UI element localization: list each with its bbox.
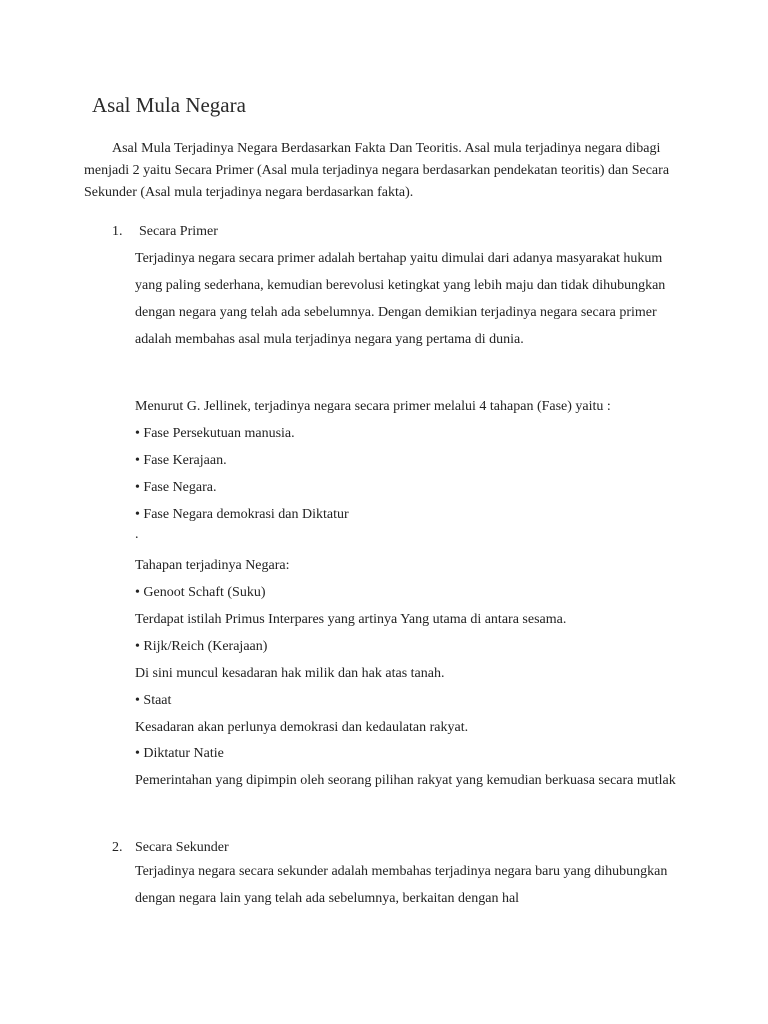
phase-item: • Fase Kerajaan. xyxy=(135,453,227,468)
stage-description: Pemerintahan yang dipimpin oleh seorang pilihan rakyat yang kemudian berkuasa secara mutlak xyxy=(135,773,676,788)
stage-description: Terdapat istilah Primus Interpares yang artinya Yang utama di antara sesama. xyxy=(135,612,567,627)
section-1-paragraph: Terjadinya negara secara primer adalah bertahap yaitu dimulai dari adanya masyarakat hukum yang paling sederhana, kemudian berevolusi ketingkat yang lebih maju dan tidak dihubungkan dengan negara yang telah ada sebelumnya. Dengan demikian terjadinya negara secara primer adalah membahas asal mula terjadinya negara yang pertama di dunia. xyxy=(135,251,666,347)
stage-description: Kesadaran akan perlunya demokrasi dan kedaulatan rakyat. xyxy=(135,720,469,735)
phase-item: • Fase Persekutuan manusia. xyxy=(135,426,295,441)
stages-title: Tahapan terjadinya Negara: xyxy=(135,558,290,573)
phase-item: • Fase Negara. xyxy=(135,480,217,495)
section-2-number: 2. xyxy=(112,840,123,855)
phase-item: • Fase Negara demokrasi dan Diktatur xyxy=(135,507,349,522)
page-title: Asal Mula Negara xyxy=(92,93,246,117)
section-2-paragraph: Terjadinya negara secara sekunder adalah membahas terjadinya negara baru yang dihubungkan dengan negara lain yang telah ada sebelumnya, berkaitan dengan hal xyxy=(135,864,668,906)
jellinek-intro: Menurut G. Jellinek, terjadinya negara secara primer melalui 4 tahapan (Fase) yaitu : xyxy=(135,399,611,414)
section-1-heading: Secara Primer xyxy=(139,224,218,239)
stage-description: Di sini muncul kesadaran hak milik dan hak atas tanah. xyxy=(135,666,445,681)
stage-name: • Diktatur Natie xyxy=(135,746,224,761)
intro-paragraph: Asal Mula Terjadinya Negara Berdasarkan Fakta Dan Teoritis. Asal mula terjadinya negara dibagi menjadi 2 yaitu Secara Primer (Asal mula terjadinya negara berdasarkan pendekatan teoritis) dan Secara Sekunder (Asal mula terjadinya negara berdasarkan fakta). xyxy=(84,141,670,200)
section-1-number: 1. xyxy=(112,224,123,239)
section-2-heading: Secara Sekunder xyxy=(135,840,229,855)
stage-name: • Rijk/Reich (Kerajaan) xyxy=(135,639,268,654)
dot-line: . xyxy=(135,527,139,542)
stage-name: • Staat xyxy=(135,693,172,708)
stage-name: • Genoot Schaft (Suku) xyxy=(135,585,266,600)
